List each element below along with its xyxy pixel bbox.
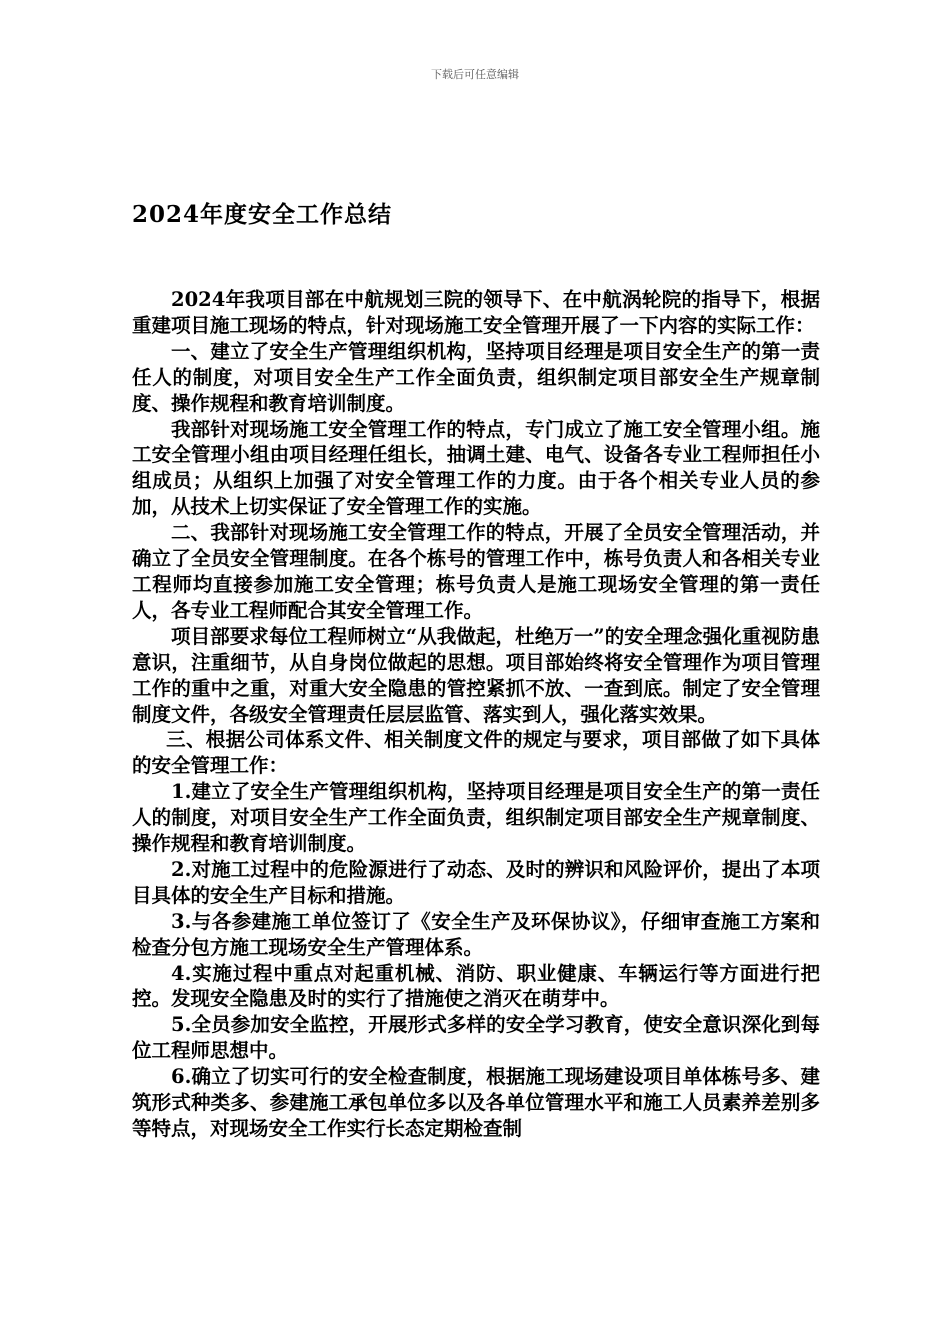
list-item-1: 1.建立了安全生产管理组织机构，坚持项目经理是项目安全生产的第一责任人的制度，对项目安全生产工作全面负责，组织制定项目部安全生产规章制度、操作规程和教育培训制度。 [132, 780, 820, 856]
document-title: 2024年度安全工作总结 [132, 201, 393, 228]
list-item-2: 2.对施工过程中的危险源进行了动态、及时的辨识和风险评价，提出了本项目具体的安全生产目标和措施。 [132, 857, 820, 907]
paragraph-section-3: 三、根据公司体系文件、相关制度文件的规定与要求，项目部做了如下具体的安全管理工作： [132, 728, 820, 778]
list-item-6: 6.确立了切实可行的安全检查制度，根据施工现场建设项目单体栋号多、建筑形式种类多、参建施工承包单位多以及各单位管理水平和施工人员素养差别多等特点，对现场安全工作实行长态定期检查制 [132, 1065, 820, 1140]
page-header-note: 下载后可任意编辑 [431, 68, 519, 81]
paragraph-section-2: 二、我部针对现场施工安全管理工作的特点，开展了全员安全管理活动，并确立了全员安全管理制度。在各个栋号的管理工作中，栋号负责人和各相关专业工程师均直接参加施工安全管理；栋号负责人是施工现场安全管理的第一责任人，各专业工程师配合其安全管理工作。 [132, 521, 820, 622]
list-item-4: 4.实施过程中重点对起重机械、消防、职业健康、车辆运行等方面进行把控。发现安全隐患及时的实行了措施使之消灭在萌芽中。 [132, 961, 820, 1011]
list-item-3: 3.与各参建施工单位签订了《安全生产及环保协议》，仔细审查施工方案和检查分包方施工现场安全生产管理体系。 [132, 909, 820, 959]
list-item-5: 5.全员参加安全监控，开展形式多样的安全学习教育，使安全意识深化到每位工程师思想中。 [132, 1013, 820, 1063]
paragraph-section-1: 一、建立了安全生产管理组织机构，坚持项目经理是项目安全生产的第一责任人的制度，对项目安全生产工作全面负责，组织制定项目部安全生产规章制度、操作规程和教育培训制度。 [132, 339, 820, 415]
document-body [132, 287, 820, 1142]
paragraph-intro: 2024年我项目部在中航规划三院的领导下、在中航涡轮院的指导下，根据重建项目施工现场的特点，针对现场施工安全管理开展了一下内容的实际工作： [132, 288, 820, 337]
paragraph-safety-concept: 项目部要求每位工程师树立“从我做起，杜绝万一”的安全理念强化重视防患意识，注重细节，从自身岗位做起的思想。项目部始终将安全管理作为项目管理工作的重中之重，对重大安全隐患的管控紧抓不放、一查到底。制定了安全管理制度文件，各级安全管理责任层层监管、落实到人，强化落实效果。 [132, 624, 820, 726]
paragraph-safety-group: 我部针对现场施工安全管理工作的特点，专门成立了施工安全管理小组。施工安全管理小组由项目经理任组长，抽调土建、电气、设备各专业工程师担任小组成员；从组织上加强了对安全管理工作的力度。由于各个相关专业人员的参加，从技术上切实保证了安全管理工作的实施。 [132, 417, 820, 519]
